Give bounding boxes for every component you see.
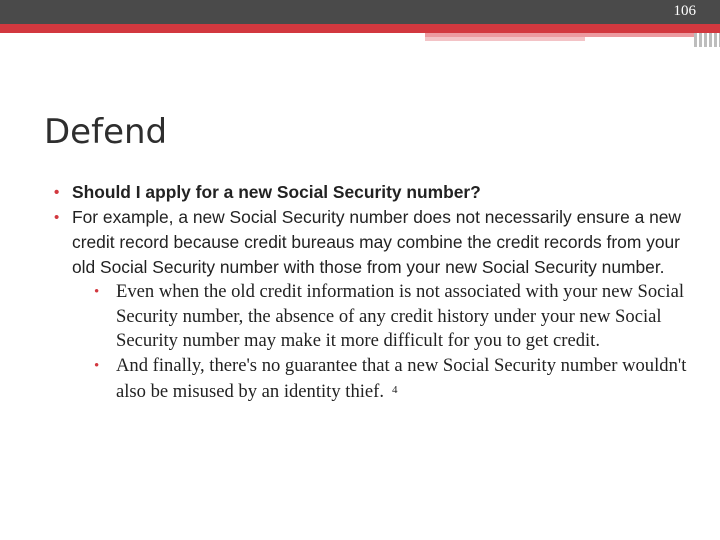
sub-bullet-text: Even when the old credit information is not associated with your new Social Security number, the absence of any credit history under your new Social Security number may make it more difficult for you to get credit. <box>116 281 685 351</box>
accent-bar <box>0 24 720 33</box>
accent-stripe-light <box>425 37 585 41</box>
sub-bullet-item <box>94 280 692 354</box>
bullet-item <box>52 205 692 280</box>
bullet-icon: • <box>54 209 60 226</box>
bullet-item <box>52 180 692 205</box>
slide-body <box>52 180 692 405</box>
page-number: 106 <box>673 3 696 19</box>
bullet-text: For example, a new Social Security number does not necessarily ensure a new credit record because credit bureaus may combine the credit records from your old Social Security number with those from your new Social Security number. <box>72 207 681 277</box>
footnote-marker: 4 <box>392 384 398 396</box>
header-bar <box>0 0 720 24</box>
bullet-icon: • <box>54 184 60 201</box>
bullet-text: Should I apply for a new Social Security number? <box>72 182 481 202</box>
slide-title: Defend <box>44 112 168 152</box>
bullet-icon: • <box>94 357 100 374</box>
accent-pattern <box>694 33 720 47</box>
sub-bullet-item <box>94 354 692 405</box>
sub-bullet-text: And finally, there's no guarantee that a new Social Security number wouldn't also be misused by an identity thief. <box>116 354 687 402</box>
bullet-icon: • <box>94 284 100 300</box>
